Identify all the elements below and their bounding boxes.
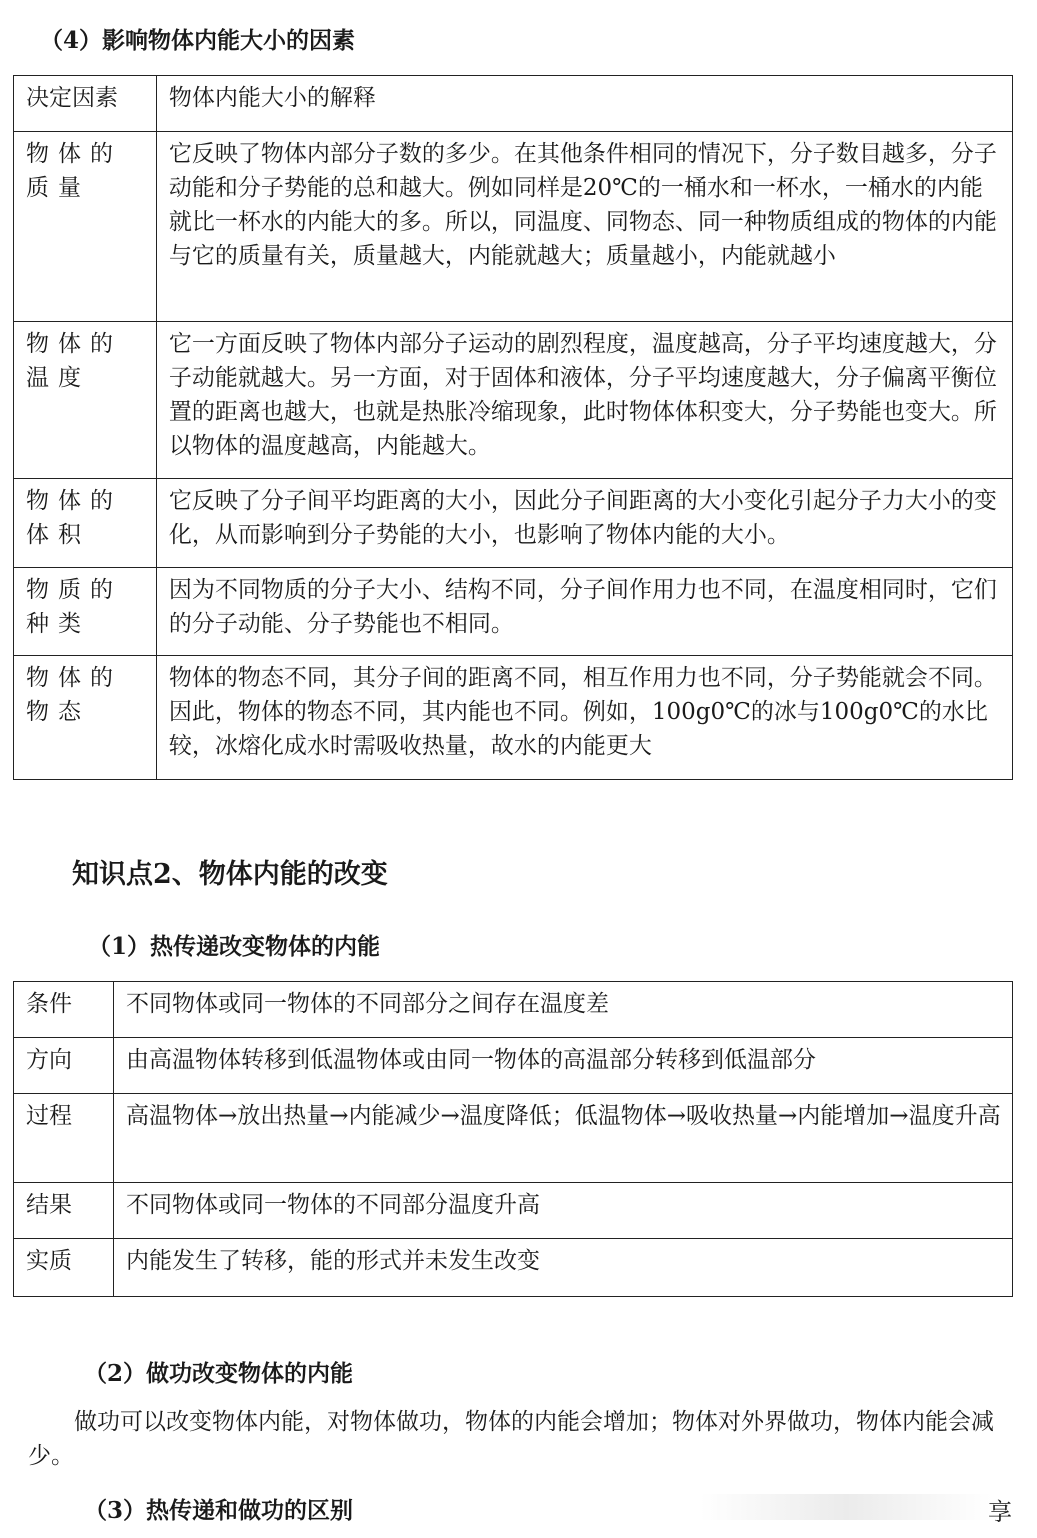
watermark-bar xyxy=(700,1494,992,1520)
explanation-cell: 它反映了分子间平均距离的大小，因此分子间距离的大小变化引起分子力大小的变化，从而影响到分子势能的大小，也影响了物体内能的大小。 xyxy=(156,479,1012,568)
factor-cell: 物体的体积 xyxy=(14,479,157,568)
table-row xyxy=(14,1038,1013,1094)
table-row xyxy=(14,1239,1013,1297)
text-cell: 不同物体或同一物体的不同部分温度升高 xyxy=(113,1183,1012,1239)
factor-cell: 物体的质量 xyxy=(14,132,157,322)
explanation-cell: 因为不同物质的分子大小、结构不同，分子间作用力也不同，在温度相同时，它们的分子动能、分子势能也不相同。 xyxy=(156,568,1012,656)
explanation-cell: 它反映了物体内部分子数的多少。在其他条件相同的情况下，分子数目越多，分子动能和分子势能的总和越大。例如同样是20℃的一桶水和一杯水，一桶水的内能就比一杯水的内能大的多。所以，同温度、同物态、同一种物质组成的物体的内能与它的质量有关，质量越大，内能就越大；质量越小，内能就越小 xyxy=(156,132,1012,322)
explanation-cell: 它一方面反映了物体内部分子运动的剧烈程度，温度越高，分子平均速度越大，分子动能就越大。另一方面，对于固体和液体，分子平均速度越大，分子偏离平衡位置的距离也越大，也就是热胀冷缩现象，此时物体体积变大，分子势能也变大。所以物体的温度越高，内能越大。 xyxy=(156,322,1012,479)
factors-table xyxy=(13,75,1013,780)
header-explanation: 物体内能大小的解释 xyxy=(156,76,1012,132)
label-cell: 结果 xyxy=(14,1183,114,1239)
header-factor: 决定因素 xyxy=(14,76,157,132)
subsection-2-paragraph: 做功可以改变物体内能，对物体做功，物体的内能会增加；物体对外界做功，物体内能会减少。 xyxy=(28,1409,994,1469)
knowledge-point-2-heading: 知识点2、物体内能的改变 xyxy=(72,859,388,890)
explanation-cell: 物体的物态不同，其分子间的距离不同，相互作用力也不同，分子势能就会不同。因此，物体的物态不同，其内能也不同。例如，100g0℃的冰与100g0℃的水比较，冰熔化成水时需吸收热量，故水的内能更大 xyxy=(156,656,1012,780)
table-row xyxy=(14,322,1013,479)
subsection-1-heading: （1）热传递改变物体的内能 xyxy=(88,933,381,960)
table-row xyxy=(14,1094,1013,1183)
section-4-heading: （4）影响物体内能大小的因素 xyxy=(40,27,356,54)
subsection-3-heading: （3）热传递和做功的区别 xyxy=(84,1497,354,1524)
table-header-row xyxy=(14,76,1013,132)
heat-transfer-table xyxy=(13,981,1013,1297)
table-row xyxy=(14,656,1013,780)
table-row xyxy=(14,1183,1013,1239)
label-cell: 过程 xyxy=(14,1094,114,1183)
text-cell: 不同物体或同一物体的不同部分之间存在温度差 xyxy=(113,982,1012,1038)
factor-cell: 物体的物态 xyxy=(14,656,157,780)
table-row xyxy=(14,132,1013,322)
table-row xyxy=(14,479,1013,568)
subsection-2-heading: （2）做功改变物体的内能 xyxy=(84,1360,354,1387)
watermark-text: 享 xyxy=(988,1498,1012,1526)
label-cell: 方向 xyxy=(14,1038,114,1094)
factor-cell: 物质的种类 xyxy=(14,568,157,656)
text-cell: 高温物体→放出热量→内能减少→温度降低；低温物体→吸收热量→内能增加→温度升高 xyxy=(113,1094,1012,1183)
text-cell: 由高温物体转移到低温物体或由同一物体的高温部分转移到低温部分 xyxy=(113,1038,1012,1094)
factor-cell: 物体的温度 xyxy=(14,322,157,479)
table-row xyxy=(14,982,1013,1038)
text-cell: 内能发生了转移，能的形式并未发生改变 xyxy=(113,1239,1012,1297)
label-cell: 条件 xyxy=(14,982,114,1038)
label-cell: 实质 xyxy=(14,1239,114,1297)
table-row xyxy=(14,568,1013,656)
